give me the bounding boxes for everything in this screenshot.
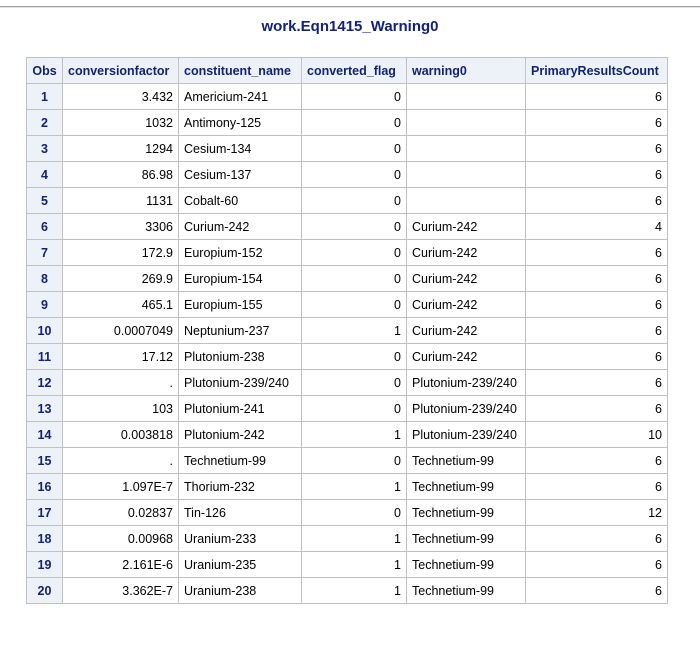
- cell-warning0: [407, 110, 526, 136]
- cell-warning0: Technetium-99: [407, 500, 526, 526]
- cell-converted-flag: 1: [302, 422, 407, 448]
- cell-constituent-name: Americium-241: [179, 84, 302, 110]
- cell-conversionfactor: 465.1: [63, 292, 179, 318]
- cell-obs: 8: [27, 266, 63, 292]
- cell-obs: 4: [27, 162, 63, 188]
- cell-warning0: Plutonium-239/240: [407, 422, 526, 448]
- table-row: [27, 240, 668, 266]
- column-header-converted-flag: converted_flag: [302, 58, 407, 84]
- cell-primary-results-count: 6: [526, 448, 668, 474]
- cell-conversionfactor: 17.12: [63, 344, 179, 370]
- table-row: [27, 318, 668, 344]
- table-body: [27, 84, 668, 604]
- cell-warning0: Curium-242: [407, 318, 526, 344]
- table-row: [27, 136, 668, 162]
- table-row: [27, 500, 668, 526]
- cell-warning0: Curium-242: [407, 266, 526, 292]
- cell-warning0: Curium-242: [407, 214, 526, 240]
- cell-primary-results-count: 6: [526, 136, 668, 162]
- cell-primary-results-count: 6: [526, 162, 668, 188]
- cell-converted-flag: 0: [302, 396, 407, 422]
- cell-constituent-name: Europium-155: [179, 292, 302, 318]
- cell-obs: 5: [27, 188, 63, 214]
- cell-warning0: [407, 136, 526, 162]
- cell-converted-flag: 1: [302, 552, 407, 578]
- cell-constituent-name: Curium-242: [179, 214, 302, 240]
- cell-obs: 6: [27, 214, 63, 240]
- cell-conversionfactor: 1032: [63, 110, 179, 136]
- cell-converted-flag: 0: [302, 214, 407, 240]
- table-row: [27, 396, 668, 422]
- cell-warning0: Technetium-99: [407, 526, 526, 552]
- cell-obs: 12: [27, 370, 63, 396]
- table-row: [27, 578, 668, 604]
- table-row: [27, 188, 668, 214]
- cell-primary-results-count: 6: [526, 240, 668, 266]
- cell-conversionfactor: 103: [63, 396, 179, 422]
- cell-constituent-name: Uranium-238: [179, 578, 302, 604]
- cell-obs: 17: [27, 500, 63, 526]
- cell-obs: 16: [27, 474, 63, 500]
- cell-obs: 13: [27, 396, 63, 422]
- cell-primary-results-count: 4: [526, 214, 668, 240]
- cell-primary-results-count: 6: [526, 110, 668, 136]
- cell-primary-results-count: 6: [526, 474, 668, 500]
- cell-constituent-name: Plutonium-238: [179, 344, 302, 370]
- cell-obs: 1: [27, 84, 63, 110]
- table-row: [27, 344, 668, 370]
- cell-constituent-name: Plutonium-241: [179, 396, 302, 422]
- column-header-conversionfactor: conversionfactor: [63, 58, 179, 84]
- cell-warning0: Technetium-99: [407, 448, 526, 474]
- cell-primary-results-count: 10: [526, 422, 668, 448]
- cell-converted-flag: 0: [302, 448, 407, 474]
- table-row: [27, 370, 668, 396]
- cell-constituent-name: Plutonium-239/240: [179, 370, 302, 396]
- cell-converted-flag: 0: [302, 370, 407, 396]
- cell-obs: 7: [27, 240, 63, 266]
- cell-converted-flag: 0: [302, 188, 407, 214]
- cell-warning0: Curium-242: [407, 240, 526, 266]
- page-title: work.Eqn1415_Warning0: [261, 18, 439, 35]
- cell-warning0: Technetium-99: [407, 474, 526, 500]
- cell-constituent-name: Uranium-233: [179, 526, 302, 552]
- cell-conversionfactor: 3.362E-7: [63, 578, 179, 604]
- cell-conversionfactor: 1294: [63, 136, 179, 162]
- cell-primary-results-count: 6: [526, 84, 668, 110]
- cell-converted-flag: 0: [302, 84, 407, 110]
- cell-primary-results-count: 6: [526, 552, 668, 578]
- cell-warning0: Curium-242: [407, 292, 526, 318]
- cell-constituent-name: Uranium-235: [179, 552, 302, 578]
- cell-converted-flag: 0: [302, 344, 407, 370]
- cell-converted-flag: 0: [302, 162, 407, 188]
- cell-obs: 9: [27, 292, 63, 318]
- cell-primary-results-count: 6: [526, 292, 668, 318]
- cell-converted-flag: 0: [302, 110, 407, 136]
- table-row: [27, 422, 668, 448]
- cell-warning0: Curium-242: [407, 344, 526, 370]
- cell-constituent-name: Tin-126: [179, 500, 302, 526]
- cell-obs: 2: [27, 110, 63, 136]
- column-header-constituent-name: constituent_name: [179, 58, 302, 84]
- cell-converted-flag: 1: [302, 578, 407, 604]
- cell-primary-results-count: 6: [526, 344, 668, 370]
- cell-obs: 11: [27, 344, 63, 370]
- table-header-row: [27, 58, 668, 84]
- cell-constituent-name: Neptunium-237: [179, 318, 302, 344]
- cell-obs: 14: [27, 422, 63, 448]
- table-row: [27, 474, 668, 500]
- cell-conversionfactor: 0.0007049: [63, 318, 179, 344]
- cell-warning0: Technetium-99: [407, 552, 526, 578]
- cell-warning0: [407, 162, 526, 188]
- cell-constituent-name: Cobalt-60: [179, 188, 302, 214]
- cell-primary-results-count: 6: [526, 526, 668, 552]
- column-header-obs: Obs: [27, 58, 63, 84]
- cell-obs: 10: [27, 318, 63, 344]
- top-divider-shadow: [0, 7, 700, 8]
- cell-constituent-name: Thorium-232: [179, 474, 302, 500]
- cell-conversionfactor: 0.00968: [63, 526, 179, 552]
- cell-converted-flag: 0: [302, 136, 407, 162]
- cell-warning0: [407, 84, 526, 110]
- data-table: [26, 57, 668, 604]
- cell-constituent-name: Cesium-137: [179, 162, 302, 188]
- cell-conversionfactor: 3306: [63, 214, 179, 240]
- cell-obs: 18: [27, 526, 63, 552]
- cell-constituent-name: Plutonium-242: [179, 422, 302, 448]
- cell-conversionfactor: 3.432: [63, 84, 179, 110]
- table-row: [27, 552, 668, 578]
- cell-converted-flag: 0: [302, 292, 407, 318]
- cell-obs: 20: [27, 578, 63, 604]
- column-header-warning0: warning0: [407, 58, 526, 84]
- cell-warning0: Technetium-99: [407, 578, 526, 604]
- cell-conversionfactor: 86.98: [63, 162, 179, 188]
- table-row: [27, 266, 668, 292]
- cell-warning0: [407, 188, 526, 214]
- table-row: [27, 292, 668, 318]
- cell-conversionfactor: 1131: [63, 188, 179, 214]
- cell-obs: 19: [27, 552, 63, 578]
- cell-conversionfactor: .: [63, 448, 179, 474]
- cell-primary-results-count: 12: [526, 500, 668, 526]
- cell-warning0: Plutonium-239/240: [407, 396, 526, 422]
- column-header-primary-results-count: PrimaryResultsCount: [526, 58, 668, 84]
- cell-conversionfactor: .: [63, 370, 179, 396]
- cell-conversionfactor: 1.097E-7: [63, 474, 179, 500]
- table-row: [27, 84, 668, 110]
- cell-constituent-name: Technetium-99: [179, 448, 302, 474]
- cell-primary-results-count: 6: [526, 188, 668, 214]
- cell-obs: 3: [27, 136, 63, 162]
- cell-conversionfactor: 269.9: [63, 266, 179, 292]
- cell-obs: 15: [27, 448, 63, 474]
- cell-conversionfactor: 2.161E-6: [63, 552, 179, 578]
- table-row: [27, 110, 668, 136]
- cell-constituent-name: Europium-154: [179, 266, 302, 292]
- cell-converted-flag: 0: [302, 500, 407, 526]
- cell-converted-flag: 1: [302, 474, 407, 500]
- table-row: [27, 448, 668, 474]
- table-row: [27, 526, 668, 552]
- cell-primary-results-count: 6: [526, 318, 668, 344]
- cell-primary-results-count: 6: [526, 396, 668, 422]
- cell-conversionfactor: 0.02837: [63, 500, 179, 526]
- table-row: [27, 214, 668, 240]
- cell-converted-flag: 1: [302, 318, 407, 344]
- cell-conversionfactor: 172.9: [63, 240, 179, 266]
- cell-primary-results-count: 6: [526, 578, 668, 604]
- cell-primary-results-count: 6: [526, 266, 668, 292]
- cell-conversionfactor: 0.003818: [63, 422, 179, 448]
- cell-converted-flag: 0: [302, 266, 407, 292]
- cell-constituent-name: Europium-152: [179, 240, 302, 266]
- cell-warning0: Plutonium-239/240: [407, 370, 526, 396]
- cell-converted-flag: 0: [302, 240, 407, 266]
- cell-constituent-name: Cesium-134: [179, 136, 302, 162]
- cell-primary-results-count: 6: [526, 370, 668, 396]
- cell-constituent-name: Antimony-125: [179, 110, 302, 136]
- table-row: [27, 162, 668, 188]
- cell-converted-flag: 1: [302, 526, 407, 552]
